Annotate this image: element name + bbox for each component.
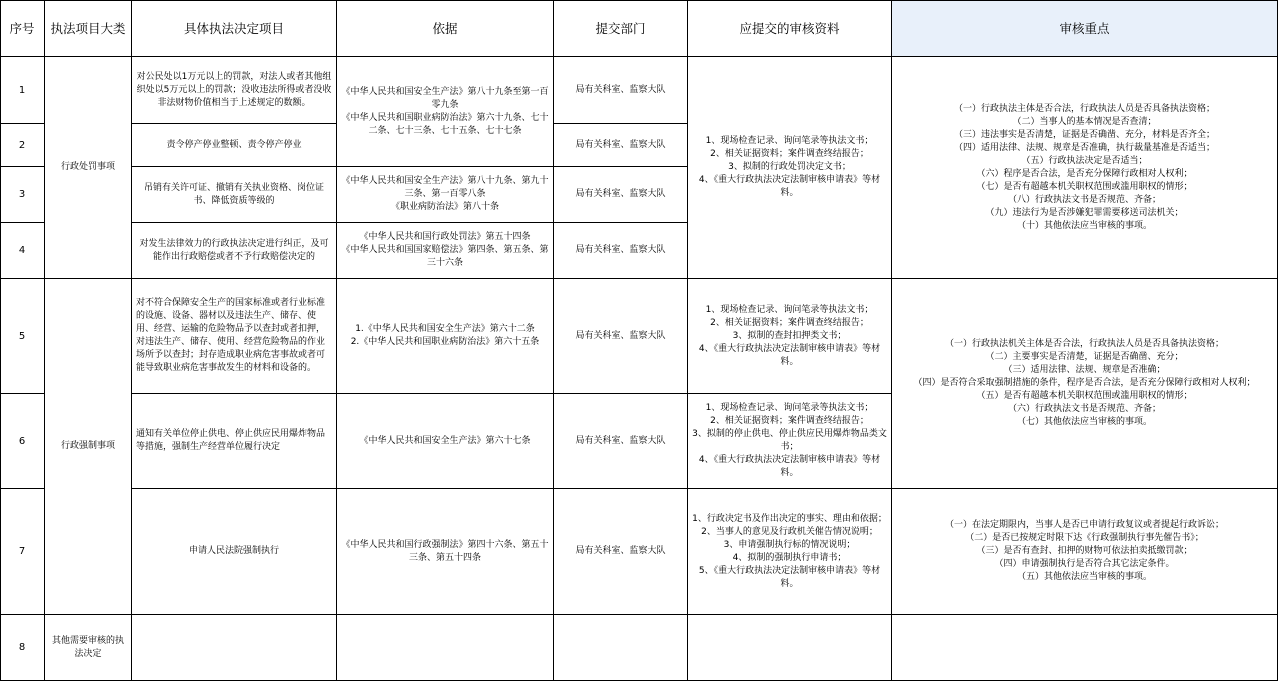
category-enforcement: 行政强制事项 [45,279,132,615]
table-top-border [0,0,1278,1]
basis-4 [337,223,554,279]
cell-line: （三）违法事实是否清楚，证据是否确凿、充分，材料是否齐全； [953,129,1215,140]
cell-lines [692,304,887,369]
basis-7: 《中华人民共和国行政强制法》第四十六条、第五十三条、第五十四条 [337,489,554,615]
cell-line: （二）主要事实是否清楚，证据是否确凿、充分； [985,352,1184,362]
cell-lines [945,519,1224,584]
header-materials: 应提交的审核资料 [688,0,892,57]
materials-7 [688,489,892,615]
cell-line: 1、行政决定书及作出决定的事实、理由和依据； [692,513,887,524]
header-no: 序号 [0,0,45,57]
focus-5-6 [892,279,1278,489]
item-7: 申请人民法院强制执行 [132,489,337,615]
cell-line: 3、申请强制执行标的情况说明； [723,539,856,550]
cell-line: （七）其他依法应当审核的事项。 [1016,417,1152,427]
item-3: 吊销有关许可证、撤销有关执业资格、岗位证书、降低资质等级的 [132,167,337,223]
materials-6 [688,394,892,489]
cell-line: 5、《重大行政执法决定法制审核申请表》等材料。 [698,565,881,589]
dept-8 [554,615,688,681]
item-6: 通知有关单位停止供电、停止供应民用爆炸物品等措施，强制生产经营单位履行决定 [132,394,337,489]
header-category: 执法项目大类 [45,0,132,57]
cell-line: （三）适用法律、法规、规章是否准确； [1003,365,1166,375]
cell-line: （二）当事人的基本情况是否查清； [1012,116,1157,127]
cell-line: （一）行政执法主体是否合法，行政执法人员是否具备执法资格； [953,103,1215,114]
cell-line: （十）其他依法应当审核的事项。 [1016,220,1152,231]
focus-7 [892,489,1278,615]
cell-line: 《中华人民共和国职业病防治法》第六十九条、七十二条、七十三条、七十五条、七十七条 [341,112,549,136]
cell-line: 2.《中华人民共和国职业病防治法》第六十五条 [350,337,540,347]
cell-line: 《中华人民共和国安全生产法》第八十九条至第一百零九条 [341,86,549,110]
cell-line: （七）是否有超越本机关职权范围或滥用职权的情形； [976,181,1193,192]
materials-1-4 [688,57,892,279]
cell-line: （四）申请强制执行是否符合其它法定条件。 [994,559,1175,569]
header-basis: 依据 [337,0,554,57]
cell-line: 《中华人民共和国行政处罚法》第五十四条 [359,232,531,242]
cell-line: （五）其他依法应当审核的事项。 [1016,572,1152,582]
header-item: 具体执法决定项目 [132,0,337,57]
cell-line: 《中华人民共和国国家赔偿法》第四条、第五条、第三十六条 [341,245,549,268]
dept-5: 局有关科室、监察大队 [554,279,688,394]
item-1: 对公民处以1万元以上的罚款，对法人或者其他组织处以5万元以上的罚款；没收违法所得或者没收非法财物价值相当于上述规定的数额。 [132,57,337,124]
item-4: 对发生法律效力的行政执法决定进行纠正，及可能作出行政赔偿或者不予行政赔偿决定的 [132,223,337,279]
row-no-7: 7 [0,489,45,615]
row-no-6: 6 [0,394,45,489]
basis-8 [337,615,554,681]
cell-line: 4、《重大行政执法决定法制审核申请表》等材料。 [698,175,881,198]
table-left-border [0,0,1,681]
cell-line: 3、拟制的行政处罚决定文书； [728,162,851,172]
dept-3: 局有关科室、监察大队 [554,167,688,223]
cell-line: 2、相关证据资料；案件调查终结报告； [710,149,869,159]
cell-lines [351,323,540,349]
cell-line: （五）是否有超越本机关职权范围或滥用职权的情形； [976,391,1193,401]
cell-line: 2、当事人的意见及行政机关催告情况说明； [701,526,878,537]
cell-line: （一）在法定期限内，当事人是否已申请行政复议或者提起行政诉讼； [944,520,1224,530]
basis-1-2 [337,57,554,167]
cell-line: （三）是否有查封、扣押的财物可依法拍卖抵缴罚款； [976,546,1193,556]
cell-line: 3、拟制的查封扣押类文书； [732,330,847,341]
materials-5 [688,279,892,394]
cell-line: （四）是否符合采取强制措施的条件，程序是否合法，是否充分保障行政相对人权利； [913,378,1256,388]
row-no-3: 3 [0,167,45,223]
dept-1: 局有关科室、监察大队 [554,57,688,124]
basis-3 [337,167,554,223]
basis-6: 《中华人民共和国安全生产法》第六十七条 [337,394,554,489]
dept-4: 局有关科室、监察大队 [554,223,688,279]
basis-5 [337,279,554,394]
cell-line: 3、拟制的停止供电、停止供应民用爆炸物品类文书； [692,429,887,452]
materials-8 [688,615,892,681]
cell-lines [341,86,549,138]
cell-line: （六）行政执法文书是否规范、齐备； [1007,404,1161,414]
focus-8 [892,615,1278,681]
header-dept: 提交部门 [554,0,688,57]
category-other: 其他需要审核的执法决定 [45,615,132,681]
header-focus: 审核重点 [892,0,1278,57]
cell-lines [954,103,1215,233]
row-no-5: 5 [0,279,45,394]
cell-lines [692,135,887,200]
cell-lines [341,231,549,270]
dept-2: 局有关科室、监察大队 [554,124,688,167]
row-no-4: 4 [0,223,45,279]
dept-6: 局有关科室、监察大队 [554,394,688,489]
cell-line: （九）违法行为是否涉嫌犯罪需要移送司法机关； [985,207,1184,218]
cell-line: （二）是否已按规定时限下达《行政强制执行事先催告书》； [965,533,1204,543]
item-5: 对不符合保障安全生产的国家标准或者行业标准的设施、设备、器材以及违法生产、储存、使用、经营、运输的危险物品予以查封或者扣押，对违法生产、储存、使用、经营危险物品的作业场所予以查封；封存造成职业病危害事故或者可能导致职业病危害事故发生的材料和设备的。 [132,279,337,394]
row-no-1: 1 [0,57,45,124]
cell-line: （八）行政执法文书是否规范、齐备； [1007,194,1161,205]
cell-line: 《中华人民共和国安全生产法》第八十九条、第九十三条、第一百零八条 [341,176,549,199]
dept-7: 局有关科室、监察大队 [554,489,688,615]
cell-lines [913,338,1255,429]
item-8 [132,615,337,681]
row-no-8: 8 [0,615,45,681]
cell-line: 4、《重大行政执法决定法制审核申请表》等材料。 [698,343,881,367]
cell-line: 2、相关证据资料；案件调查终结报告； [710,317,869,328]
cell-lines [341,175,549,214]
cell-line: 1.《中华人民共和国安全生产法》第六十二条 [355,324,535,334]
focus-1-4 [892,57,1278,279]
cell-line: 1、现场检查记录、询问笔录等执法文书； [705,403,874,413]
cell-lines [692,402,887,480]
cell-line: 4、《重大行政执法决定法制审核申请表》等材料。 [698,455,881,478]
row-no-2: 2 [0,124,45,167]
cell-line: （五）行政执法决定是否适当； [1021,155,1148,166]
cell-line: （六）程序是否合法，是否充分保障行政相对人权利； [976,168,1193,179]
cell-line: 4、拟制的强制执行申请书； [732,552,847,563]
cell-line: （四）适用法律、法规、规章是否准确，执行裁量基准是否适当； [953,142,1215,153]
cell-line: 1、现场检查记录、询问笔录等执法文书； [705,304,874,315]
cell-line: 2、相关证据资料；案件调查终结报告； [710,416,869,426]
cell-line: 1、现场检查记录、询问笔录等执法文书； [705,136,874,146]
cell-line: （一）行政执法机关主体是否合法，行政执法人员是否具备执法资格； [944,339,1224,349]
category-penalty: 行政处罚事项 [45,57,132,279]
cell-line: 《职业病防治法》第八十条 [390,202,499,212]
item-2: 责令停产停业整顿、责令停产停业 [132,124,337,167]
cell-lines [692,513,887,591]
